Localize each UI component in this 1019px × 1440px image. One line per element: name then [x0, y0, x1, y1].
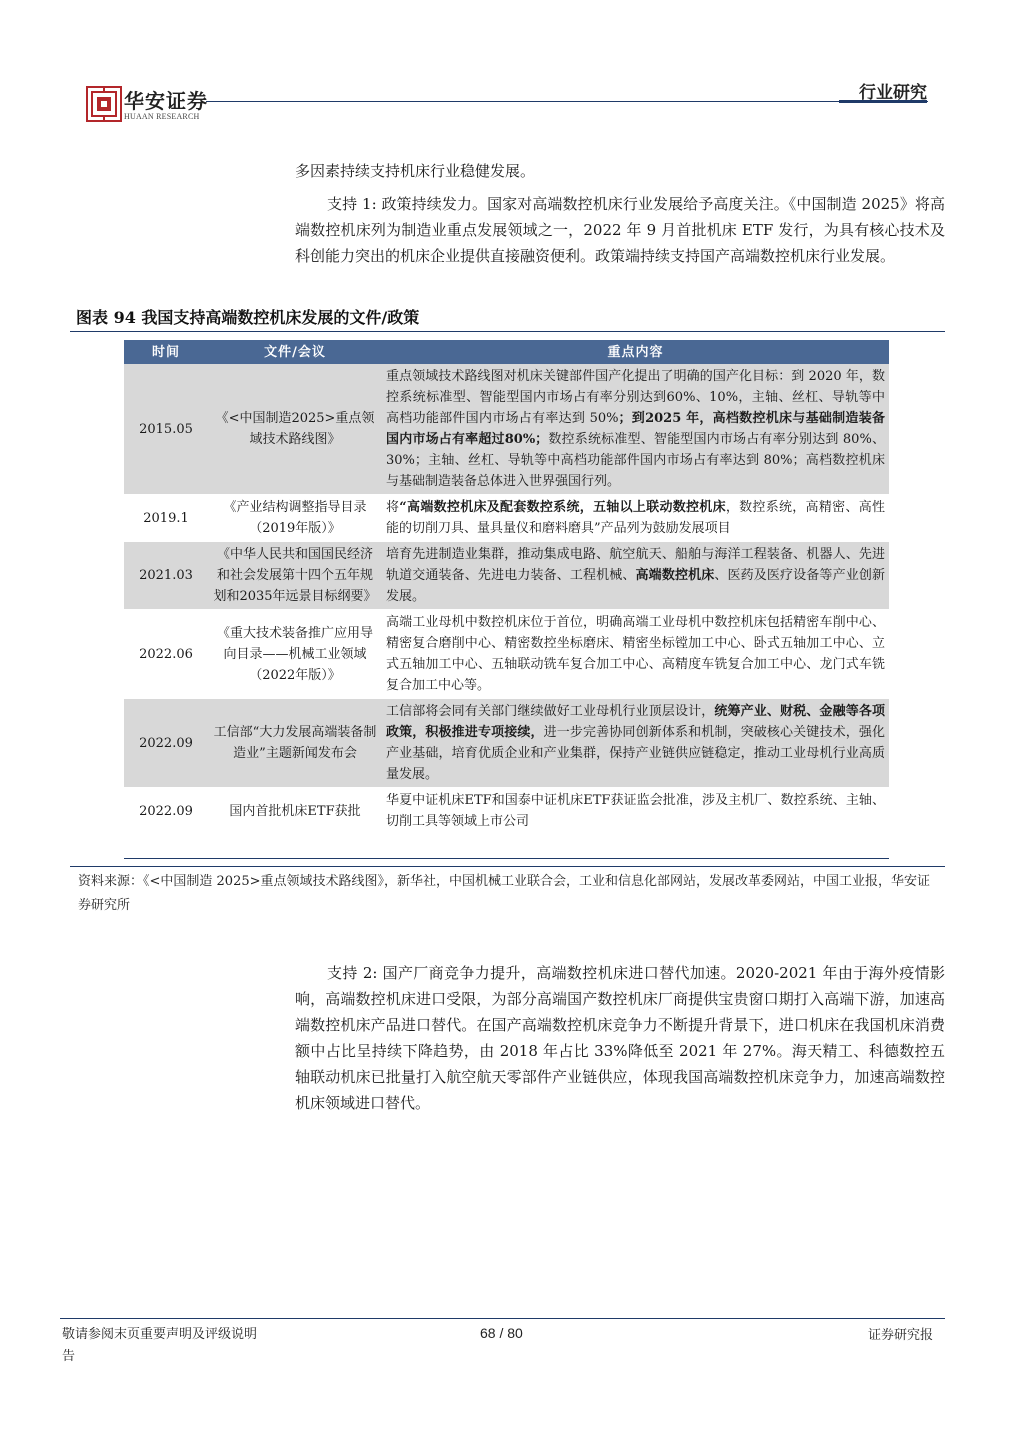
cell-time: 2022.09 [124, 699, 208, 788]
policy-table [124, 340, 889, 835]
cell-doc: 《重大技术装备推广应用导向目录——机械工业领域（2022年版）》 [208, 610, 382, 699]
page-header [0, 0, 1019, 130]
cell-doc: 《产业结构调整指导目录（2019年版）》 [208, 495, 382, 542]
header-divider [206, 101, 928, 102]
content-text: 华夏中证机床ETF和国泰中证机床ETF获证监会批准，涉及主机厂、数控系统、主轴、切削工具等领域上市公司 [386, 793, 885, 829]
table-row [124, 699, 889, 788]
cell-content [382, 788, 889, 835]
column-header-content: 重点内容 [382, 340, 889, 364]
figure-title: 图表 94 我国支持高端数控机床发展的文件/政策 [76, 308, 420, 327]
content-bold: ；到2025 年，高档数控机床与基础制造装备国内市场占有率超过80%； [386, 411, 885, 447]
source-divider [70, 866, 945, 867]
section-label: 行业研究 [859, 83, 927, 103]
cell-time: 2019.1 [124, 495, 208, 542]
cell-doc: 工信部“大力发展高端装备制造业”主题新闻发布会 [208, 699, 382, 788]
content-text: 工信部将会同有关部门继续做好工业母机行业顶层设计， [386, 704, 715, 719]
table-bottom-border [124, 858, 889, 859]
cell-time: 2015.05 [124, 364, 208, 495]
paragraph-intro: 多因素持续支持机床行业稳健发展。 [295, 162, 536, 180]
brand-name: 华安证券 [124, 89, 208, 113]
footer-disclaimer-text: 敬请参阅末页重要声明及评级说明 [62, 1327, 258, 1342]
paragraph-support-1: 支持 1: 政策持续发力。国家对高端数控机床行业发展给予高度关注。《中国制造 2025》将高端数控机床列为制造业重点发展领域之一，2022 年 9 月首批机床 ETF 发行，为具有核心技术及科创能力突出的机床企业提供直接融资便利。政策端持续支持国产高端数控机床行业发展。 [295, 195, 945, 265]
page-number: 68 / 80 [480, 1325, 523, 1341]
table-row [124, 542, 889, 610]
table-row [124, 610, 889, 699]
table-row [124, 495, 889, 542]
cell-doc: 国内首批机床ETF获批 [208, 788, 382, 835]
column-header-time: 时间 [124, 340, 208, 364]
cell-content [382, 495, 889, 542]
cell-time: 2022.09 [124, 788, 208, 835]
brand-name-en: HUAAN RESEARCH [124, 112, 200, 121]
figure-source: 资料来源：《<中国制造 2025>重点领域技术路线图》，新华社，中国机械工业联合会，工业和信息化部网站，发展改革委网站，中国工业报，华安证券研究所 [78, 874, 931, 913]
cell-time: 2022.06 [124, 610, 208, 699]
footer-divider [60, 1318, 945, 1319]
content-bold: 高端数控机床 [635, 568, 715, 583]
table-row [124, 788, 889, 835]
huaan-logo-icon [86, 86, 122, 122]
content-text: 重点领域技术路线图对机床关键部件国产化提出了明确的国产化目标：到 2020 年，数控系统标准型、智能型国内市场占有率分别达到60%、10%，主轴、丝杠、导轨等中高档功能部件国内市场占有率达到 50% [386, 369, 885, 426]
content-text: 、医药及医疗设备等产业创新发展。 [386, 568, 885, 604]
content-text: 将 [386, 500, 400, 515]
cell-time: 2021.03 [124, 542, 208, 610]
column-header-doc: 文件/会议 [208, 340, 382, 364]
content-bold: 统筹产业、财税、金融等各项政策，积极推进专项接续， [386, 704, 885, 740]
content-text: ，数控系统，高精密、高性能的切削刀具、量具量仪和磨料磨具”产品列为鼓励发展项目 [386, 500, 885, 536]
content-text: 进一步完善协同创新体系和机制，突破核心关键技术，强化产业基础，培育优质企业和产业集群，保持产业链供应链稳定，推动工业母机行业高质量发展。 [386, 725, 885, 782]
paragraph-support-2: 支持 2: 国产厂商竞争力提升，高端数控机床进口替代加速。2020-2021 年由于海外疫情影响，高端数控机床进口受限，为部分高端国产数控机床厂商提供宝贵窗口期打入高端下游，加速高端数控机床产品进口替代。在国产高端数控机床竞争力不断提升背景下，进口机床在我国机床消费额中占比呈持续下降趋势，由 2018 年占比 33%降低至 2021 年 27%。海天精工、科德数控五轴联动机床已批量打入航空航天零部件产业链供应，体现我国高端数控机床竞争力，加速高端数控机床领域进口替代。 [295, 964, 945, 1112]
table-row [124, 364, 889, 495]
content-text: 数控系统标准型、智能型国内市场占有率分别达到 80%、30%；主轴、丝杠、导轨等中高档功能部件国内市场占有率达到 80%；高档数控机床与基础制造装备总体进入世界强国行列。 [386, 432, 885, 489]
figure-title-divider [70, 331, 945, 332]
cell-content [382, 699, 889, 788]
cell-doc: 《<中国制造2025>重点领域技术路线图》 [208, 364, 382, 495]
cell-doc: 《中华人民共和国国民经济和社会发展第十四个五年规划和2035年远景目标纲要》 [208, 542, 382, 610]
footer-disclaimer [62, 1324, 312, 1368]
section-label-underline [839, 100, 927, 103]
footer-disclaimer-tail: 告 [62, 1349, 76, 1364]
cell-content [382, 542, 889, 610]
table-header-row [124, 340, 889, 364]
cell-content [382, 610, 889, 699]
content-text: 高端工业母机中数控机床位于首位，明确高端工业母机中数控机床包括精密车削中心、精密复合磨削中心、精密数控坐标磨床、精密坐标镗加工中心、卧式五轴加工中心、立式五轴加工中心、五轴联动铣车复合加工中心、高精度车铣复合加工中心、龙门式车铣复合加工中心等。 [386, 615, 885, 693]
content-text: 培育先进制造业集群，推动集成电路、航空航天、船舶与海洋工程装备、机器人、先进轨道交通装备、先进电力装备、工程机械、 [386, 547, 885, 583]
content-bold: “高端数控机床及配套数控系统，五轴以上联动数控机床 [399, 500, 726, 515]
cell-content [382, 364, 889, 495]
footer-report-type: 证券研究报 [867, 1328, 933, 1343]
